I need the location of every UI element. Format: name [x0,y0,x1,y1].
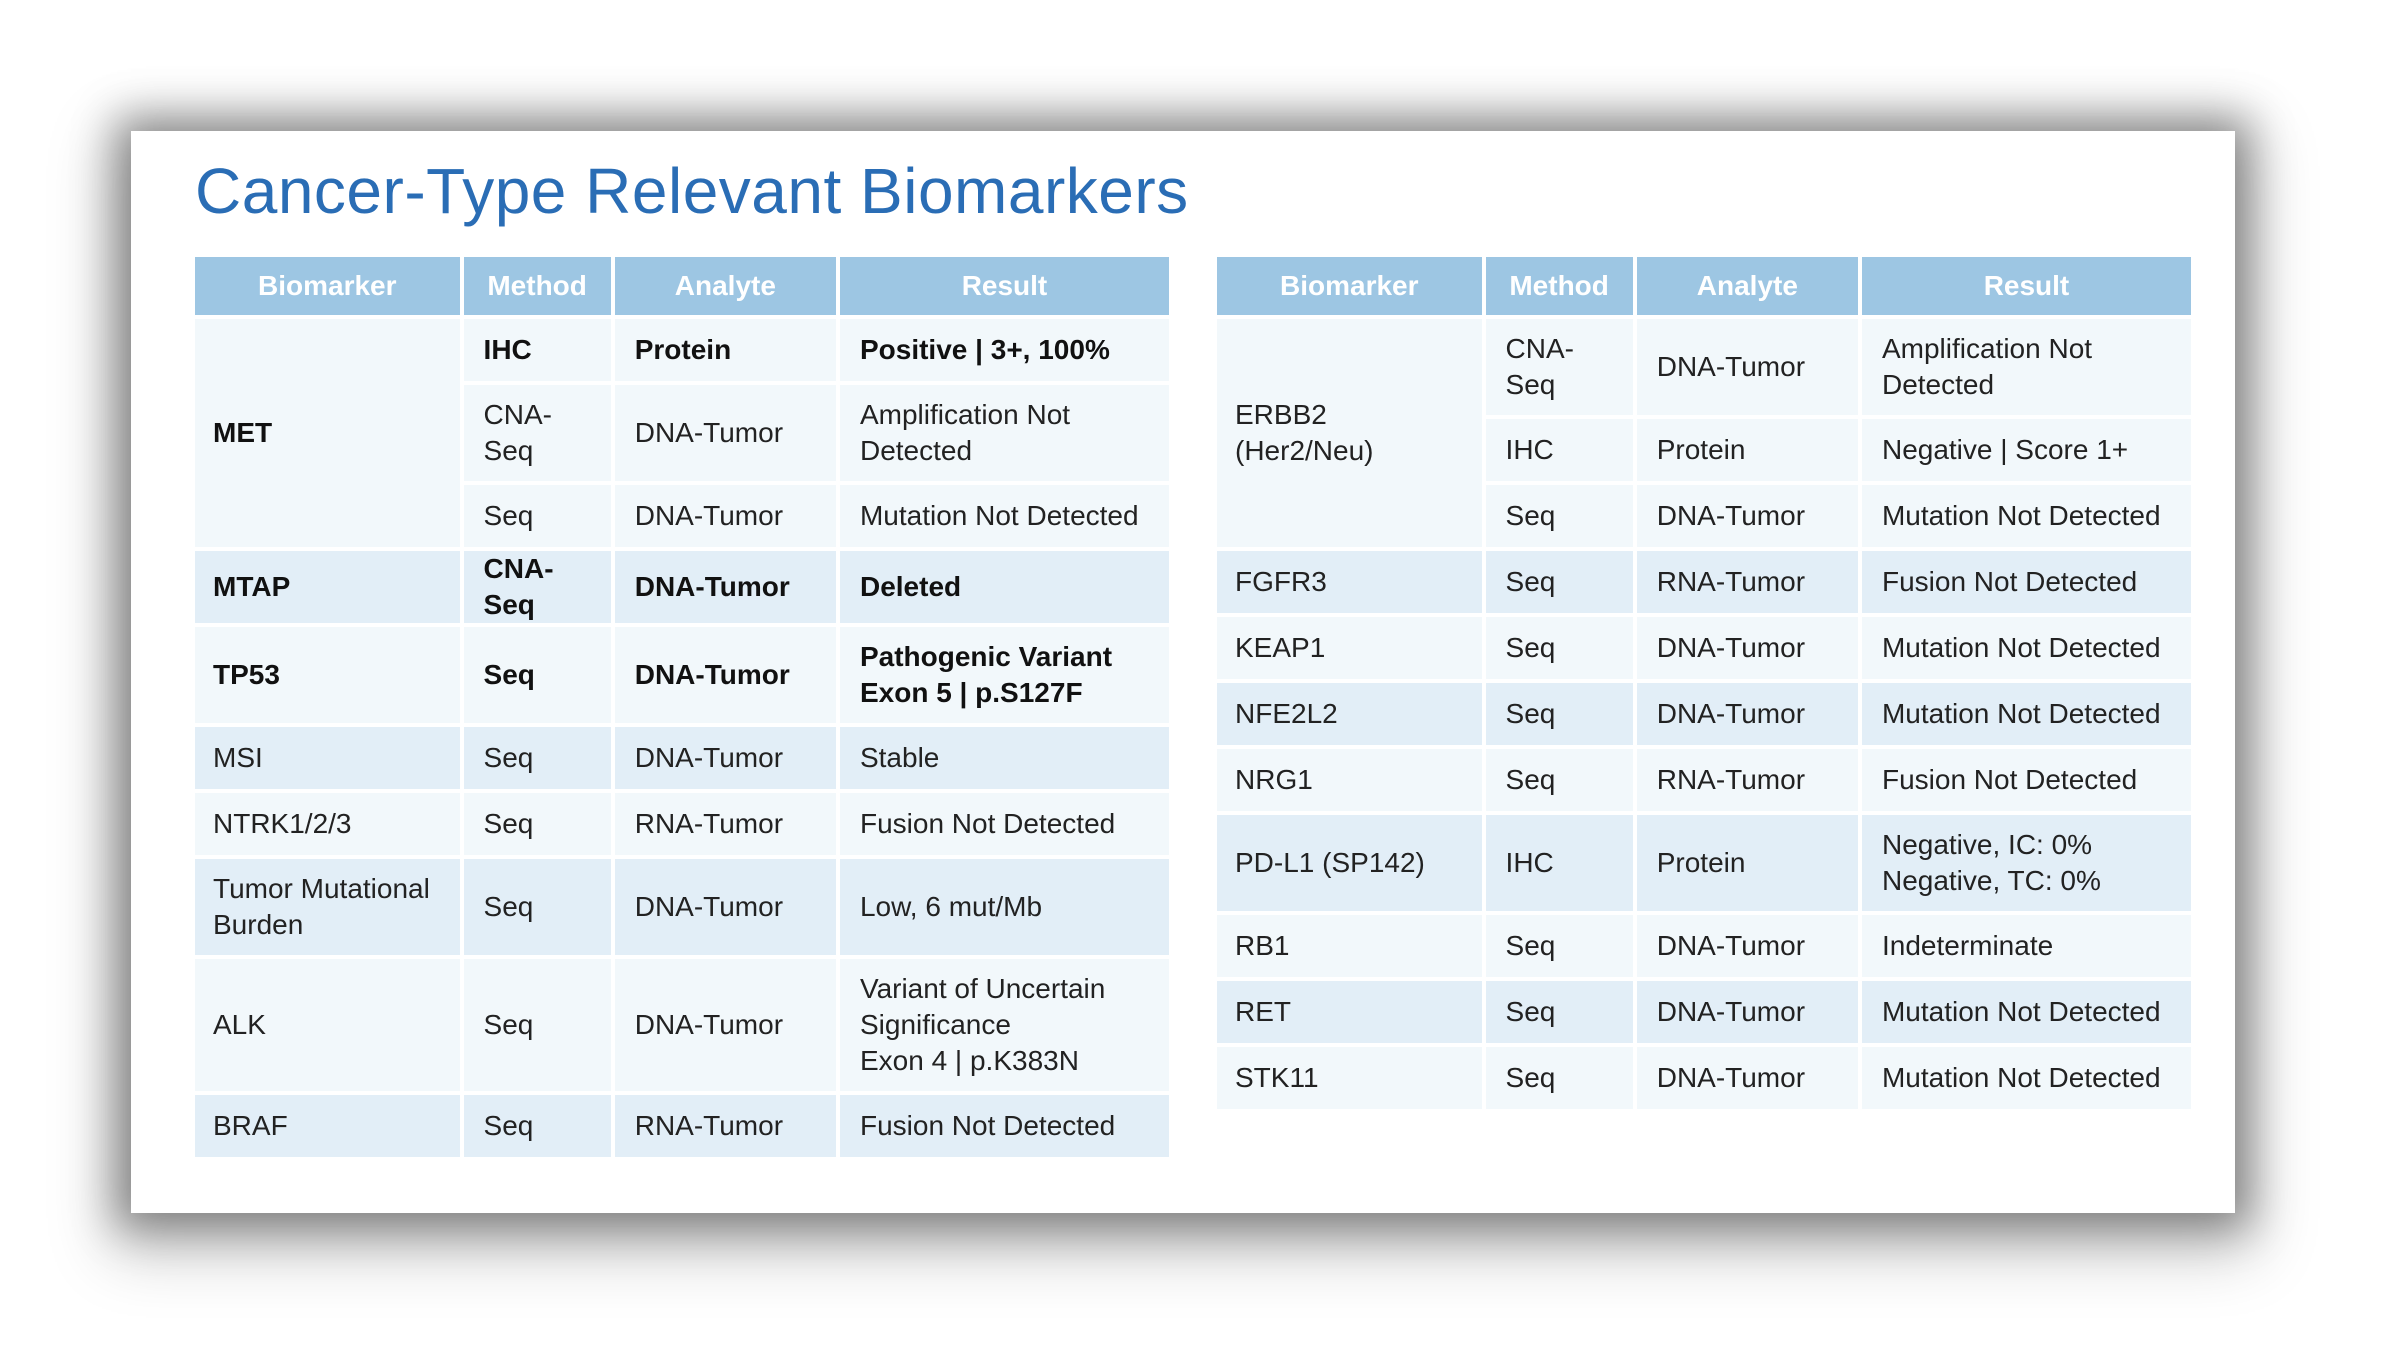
method-cell: Seq [1486,617,1633,679]
method-cell: Seq [1486,749,1633,811]
biomarker-cell: FGFR3 [1217,551,1482,613]
biomarker-cell: ERBB2 (Her2/Neu) [1217,319,1482,547]
analyte-cell: DNA-Tumor [1637,981,1858,1043]
result-cell: Indeterminate [1862,915,2191,977]
page-title: Cancer-Type Relevant Biomarkers [195,155,1189,227]
analyte-cell: RNA-Tumor [1637,749,1858,811]
result-cell: Negative, IC: 0% Negative, TC: 0% [1862,815,2191,911]
biomarker-cell: BRAF [195,1095,460,1157]
analyte-cell: RNA-Tumor [615,1095,836,1157]
analyte-cell: DNA-Tumor [1637,319,1858,415]
method-cell: Seq [1486,1047,1633,1109]
result-cell: Amplification Not Detected [840,385,1169,481]
analyte-cell: DNA-Tumor [615,959,836,1091]
analyte-cell: DNA-Tumor [1637,915,1858,977]
result-cell: Variant of Uncertain Significance Exon 4 | p.K383N [840,959,1169,1091]
header-method: Method [1486,257,1633,315]
header-biomarker: Biomarker [195,257,460,315]
result-cell: Mutation Not Detected [840,485,1169,547]
analyte-cell: RNA-Tumor [1637,551,1858,613]
method-cell: Seq [464,859,611,955]
table-header-row [1217,257,2191,315]
biomarker-cell: KEAP1 [1217,617,1482,679]
analyte-cell: Protein [1637,815,1858,911]
analyte-cell: DNA-Tumor [1637,485,1858,547]
result-cell: Mutation Not Detected [1862,981,2191,1043]
analyte-cell: DNA-Tumor [1637,1047,1858,1109]
table-row [195,1095,1169,1157]
header-analyte: Analyte [1637,257,1858,315]
analyte-cell: Protein [1637,419,1858,481]
header-analyte: Analyte [615,257,836,315]
table-row [1217,981,2191,1043]
analyte-cell: DNA-Tumor [615,859,836,955]
table-row [195,859,1169,955]
biomarker-cell: ALK [195,959,460,1091]
analyte-cell: Protein [615,319,836,381]
analyte-cell: DNA-Tumor [615,727,836,789]
method-cell: Seq [1486,485,1633,547]
biomarker-cell: NTRK1/2/3 [195,793,460,855]
result-cell: Pathogenic Variant Exon 5 | p.S127F [840,627,1169,723]
table-row [1217,815,2191,911]
analyte-cell: DNA-Tumor [615,551,836,623]
result-cell: Stable [840,727,1169,789]
result-cell: Mutation Not Detected [1862,1047,2191,1109]
result-cell: Fusion Not Detected [840,793,1169,855]
biomarker-cell: MSI [195,727,460,789]
result-cell: Fusion Not Detected [840,1095,1169,1157]
method-cell: Seq [464,727,611,789]
table-row [1217,683,2191,745]
method-cell: Seq [1486,915,1633,977]
table-row [1217,617,2191,679]
biomarker-table-right [1213,253,2195,1113]
method-cell: CNA-Seq [464,551,611,623]
biomarker-cell: MTAP [195,551,460,623]
method-cell: Seq [464,627,611,723]
analyte-cell: DNA-Tumor [1637,617,1858,679]
method-cell: Seq [1486,981,1633,1043]
method-cell: Seq [1486,683,1633,745]
method-cell: CNA-Seq [464,385,611,481]
table-row [1217,551,2191,613]
result-cell: Amplification Not Detected [1862,319,2191,415]
table-row [195,959,1169,1091]
table-row [1217,749,2191,811]
header-method: Method [464,257,611,315]
table-row [1217,319,2191,415]
method-cell: IHC [1486,419,1633,481]
result-cell: Fusion Not Detected [1862,551,2191,613]
table-header-row [195,257,1169,315]
biomarker-table-left [191,253,1173,1161]
biomarker-cell: PD-L1 (SP142) [1217,815,1482,911]
biomarker-cell: MET [195,319,460,547]
biomarker-cell: NFE2L2 [1217,683,1482,745]
analyte-cell: RNA-Tumor [615,793,836,855]
table-row [195,627,1169,723]
result-cell: Low, 6 mut/Mb [840,859,1169,955]
header-result: Result [1862,257,2191,315]
analyte-cell: DNA-Tumor [1637,683,1858,745]
table-row [1217,1047,2191,1109]
method-cell: IHC [1486,815,1633,911]
result-cell: Mutation Not Detected [1862,485,2191,547]
method-cell: IHC [464,319,611,381]
result-cell: Fusion Not Detected [1862,749,2191,811]
table-row [195,319,1169,381]
analyte-cell: DNA-Tumor [615,385,836,481]
method-cell: Seq [464,1095,611,1157]
header-result: Result [840,257,1169,315]
biomarker-cell: Tumor Mutational Burden [195,859,460,955]
table-row [195,551,1169,623]
result-cell: Mutation Not Detected [1862,617,2191,679]
header-biomarker: Biomarker [1217,257,1482,315]
table-row [195,727,1169,789]
result-cell: Negative | Score 1+ [1862,419,2191,481]
biomarker-cell: NRG1 [1217,749,1482,811]
method-cell: CNA-Seq [1486,319,1633,415]
report-card [131,131,2235,1213]
result-cell: Deleted [840,551,1169,623]
biomarker-cell: RET [1217,981,1482,1043]
analyte-cell: DNA-Tumor [615,485,836,547]
method-cell: Seq [464,959,611,1091]
method-cell: Seq [464,485,611,547]
biomarker-cell: STK11 [1217,1047,1482,1109]
table-row [195,793,1169,855]
biomarker-cell: RB1 [1217,915,1482,977]
method-cell: Seq [464,793,611,855]
biomarker-cell: TP53 [195,627,460,723]
result-cell: Positive | 3+, 100% [840,319,1169,381]
table-row [1217,915,2191,977]
analyte-cell: DNA-Tumor [615,627,836,723]
result-cell: Mutation Not Detected [1862,683,2191,745]
method-cell: Seq [1486,551,1633,613]
